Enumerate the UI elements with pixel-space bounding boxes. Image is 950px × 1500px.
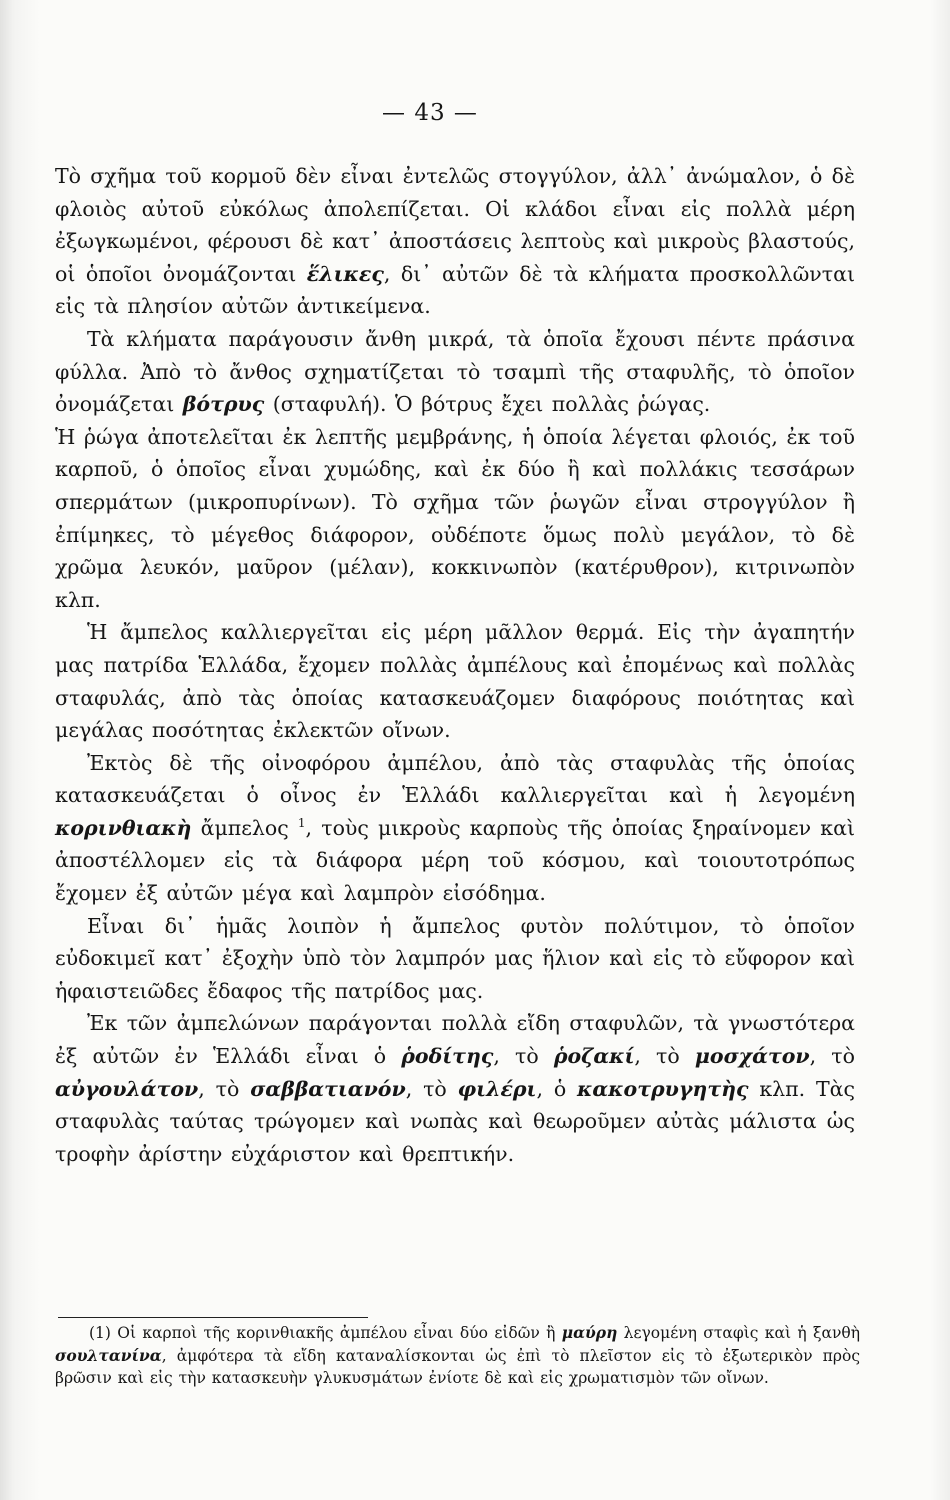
paragraph-5 <box>55 747 855 910</box>
footnote <box>55 1322 860 1390</box>
text-run: Ἡ ῥώγα ἀποτελεῖται ἐκ λεπτῆς μεμβράνης, ἡ ὁποία λέγεται φλοιός, ἐκ τοῦ καρποῦ, ὁ ὁποῖος εἶναι χυμώδης, καὶ ἐκ δύο ἢ καὶ πολλάκις τεσσάρων σπερμάτων (μικροπυρίνων). Τὸ σχῆμα τῶν ῥωγῶν εἶναι στρογγύλον ἢ ἐπίμηκες, τὸ μέγεθος διάφορον, οὐδέποτε ὅμως πολὺ μεγάλον, τὸ δὲ χρῶμα λευκόν, μαῦρον (μέλαν), κοκκινωπὸν (κατέρυθρον), κιτρινωπὸν κλπ. <box>55 424 855 612</box>
paragraph-4 <box>55 616 855 746</box>
term-moschato: μοσχάτον <box>694 1044 810 1069</box>
text-run: κλπ. Τὰς σταφυλὰς ταύτας τρώγομεν καὶ νωπὰς καὶ θεωροῦμεν αὐτὰς μάλιστα ὡς τροφὴν ἀρίστην εὐχάριστον καὶ θρεπτικήν. <box>55 1076 855 1166</box>
term-helikes: ἕλικες <box>306 261 384 286</box>
text-run: , τὸ <box>493 1044 554 1069</box>
text-run: , ἀμφότερα τὰ εἴδη καταναλίσκονται ὡς ἐπὶ τὸ πλεῖστον εἰς τὸ ἐξωτερικὸν πρὸς βρῶσιν καὶ εἰς τὴν κατασκευὴν γλυκυσμάτων ἐνίοτε δὲ καὶ εἰς χρωματισμὸν τῶν οἴνων. <box>55 1346 860 1387</box>
term-savvatiano: σαββατιανόν <box>250 1076 406 1101</box>
paragraph-2 <box>55 323 855 421</box>
text-run: Ἐκτὸς δὲ τῆς οἰνοφόρου ἀμπέλου, ἀπὸ τὰς σταφυλὰς τῆς ὁποίας κατασκευάζεται ὁ οἶνος ἐν Ἑλλάδι καλλιεργεῖται καὶ ἡ λεγομένη <box>55 750 855 808</box>
paragraph-6 <box>55 910 855 1008</box>
term-kakotrygitis: κακοτρυγητὴς <box>577 1076 749 1101</box>
text-run: Τὰ κλήματα παράγουσιν ἄνθη μικρά, τὰ ὁποῖα ἔχουσι πέντε πράσινα φύλλα. Ἀπὸ τὸ ἄνθος σχηματίζεται τὸ τσαμπὶ τῆς σταφυλῆς, τὸ ὁποῖον ὀνομάζεται <box>55 326 855 417</box>
paragraph-3 <box>55 421 855 617</box>
text-run: , δι᾽ αὐτῶν δὲ τὰ κλήματα προσκολλῶνται εἰς τὰ πλησίον αὐτῶν ἀντικείμενα. <box>55 261 855 319</box>
term-botrys: βότρυς <box>182 392 265 417</box>
text-run: , τὸ <box>634 1044 695 1069</box>
paragraph-1 <box>55 160 855 323</box>
term-mavri: μαύρη <box>561 1323 618 1342</box>
footnote-marker: 1 <box>297 816 306 831</box>
text-run: (σταφυλή). Ὁ βότρυς ἔχει πολλὰς ῥώγας. <box>264 392 711 417</box>
paragraph-7 <box>55 1007 855 1170</box>
text-run: , τὸ <box>405 1076 458 1101</box>
text-run: Ἡ ἄμπελος καλλιεργεῖται εἰς μέρη μᾶλλον θερμά. Εἰς τὴν ἀγαπητήν μας πατρίδα Ἑλλάδα, ἔχομεν πολλὰς ἀμπέλους καὶ ἐπομένως καὶ πολλὰς σταφυλάς, ἀπὸ τὰς ὁποίας κατασκευάζομεν διαφόρους ποιότητας καὶ μεγάλας ποσότητας ἐκλεκτῶν οἴνων. <box>55 620 855 743</box>
term-fileri: φιλέρι <box>457 1076 537 1101</box>
term-soultanina: σουλτανίνα <box>55 1345 162 1365</box>
term-roditis: ῥοδίτης <box>401 1044 494 1069</box>
text-run: Τὸ σχῆμα τοῦ κορμοῦ δὲν εἶναι ἐντελῶς στογγύλον, ἀλλ᾽ ἀνώμαλον, ὁ δὲ φλοιὸς αὐτοῦ εὐκόλως ἀπολεπίζεται. Οἱ κλάδοι εἶναι εἰς πολλὰ μέρη ἐξωγκωμένοι, φέρουσι δὲ κατ᾽ ἀποστάσεις λεπτοὺς καὶ μικροὺς βλαστούς, οἱ ὁποῖοι ὀνομάζονται <box>55 164 855 286</box>
footnote-text <box>55 1322 860 1390</box>
text-run: , ὁ <box>536 1076 578 1101</box>
term-avgoulato: αὐγουλάτον <box>55 1076 199 1101</box>
text-run: , τὸ <box>809 1044 855 1069</box>
text-run: , τὸ <box>198 1076 251 1101</box>
text-run: Εἶναι δι᾽ ἡμᾶς λοιπὸν ἡ ἄμπελος φυτὸν πολύτιμον, τὸ ὁποῖον εὐδοκιμεῖ κατ᾽ ἐξοχὴν ὑπὸ τὸν λαμπρόν μας ἥλιον καὶ εἰς τὸ εὔφορον καὶ ἡφαιστειῶδες ἔδαφος τῆς πατρίδος μας. <box>55 913 855 1003</box>
text-run: Ἐκ τῶν ἀμπελώνων παράγονται πολλὰ εἴδη σταφυλῶν, τὰ γνωστότερα ἐξ αὐτῶν ἐν Ἑλλάδι εἶναι ὁ <box>55 1011 855 1069</box>
page-number: — 43 — <box>382 100 478 126</box>
footnote-divider <box>58 1317 368 1318</box>
text-run: ἄμπελος <box>191 815 298 840</box>
text-run: λεγομένη σταφὶς καὶ ἡ ξανθὴ <box>617 1324 860 1342</box>
term-rozaki: ῥοζακί <box>553 1044 635 1069</box>
body-text <box>55 160 855 1170</box>
text-run: (1) Οἱ καρποὶ τῆς κορινθιακῆς ἀμπέλου εἶναι δύο εἰδῶν ἢ <box>89 1324 562 1342</box>
term-korinthiaki: κορινθιακὴ <box>55 815 192 840</box>
text-run: , τοὺς μικροὺς καρποὺς τῆς ὁποίας ξηραίνομεν καὶ ἀποστέλλομεν εἰς τὰ διάφορα μέρη τοῦ κόσμου, καὶ τοιουτοτρόπως ἔχομεν ἐξ αὐτῶν μέγα καὶ λαμπρὸν εἰσόδημα. <box>55 815 855 906</box>
